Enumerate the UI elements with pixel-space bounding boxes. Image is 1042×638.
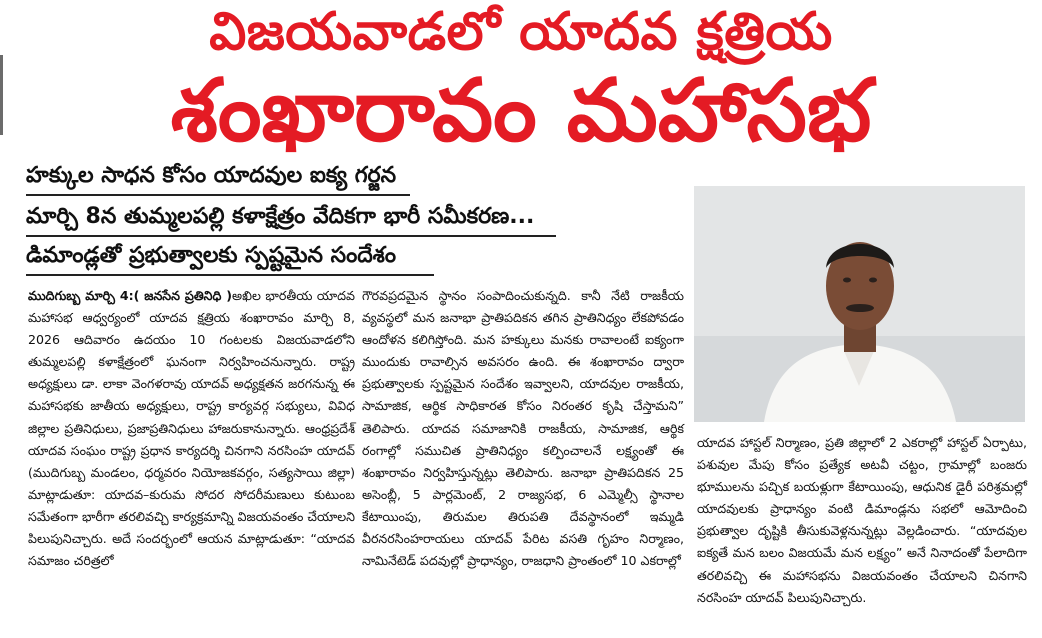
subheading-3: డిమాండ్లతో ప్రభుత్వాలకు స్పష్టమైన సందేశం: [26, 240, 434, 276]
article-column-1: [28, 285, 355, 572]
portrait-photo: [694, 186, 1025, 422]
article-column-3: [697, 432, 1027, 609]
article-column-2: [362, 285, 684, 572]
column-1-text: అఖిల భారతీయ యాదవ మహాసభ ఆధ్వర్యంలో యాదవ క్షత్రియ శంఖారావం మార్చి 8, 2026 ఆదివారం ఉదయం 10 గంటలకు విజయవాడలోని తుమ్మలపల్లి కళాక్షేత్రంలో ఘనంగా నిర్వహించనున్నారు. రాష్ట్ర అధ్యక్షులు డా. లాకా వెంగళరావు యాదవ్ అధ్యక్షతన జరగనున్న ఈ మహాసభకు జాతీయ అధ్యక్షులు, రాష్ట్ర కార్యవర్గ సభ్యులు, వివిధ జిల్లాల ప్రతినిధులు, ప్రజాప్రతినిధులు హాజరుకానున్నారు. ఆంధ్రప్రదేశ్ యాదవ సంఘం రాష్ట్ర ప్రధాన కార్యదర్శి చినగాని నరసింహ యాదవ్ (ముదిగుబ్బ మండలం, ధర్మవరం నియోజకవర్గం, సత్యసాయి జిల్లా) మాట్లాడుతూ: యాదవ–కురుమ సోదర సోదరీమణులు కుటుంబ సమేతంగా భారీగా తరలివచ్చి కార్యక్రమాన్ని విజయవంతం చేయాలని పిలుపునిచ్చారు. అదే సందర్భంలో ఆయన మాట్లాడుతూ: “యాదవ సమాజం చరిత్రలో: [28, 288, 355, 569]
subheading-2: మార్చి 8న తుమ్మలపల్లి కళాక్షేత్రం వేదికగా భారీ సమీకరణ...: [26, 201, 556, 237]
headline-line-1: విజయవాడలో యాదవ క్షత్రియ: [209, 2, 833, 62]
subheading-1: హక్కుల సాధన కోసం యాదవుల ఐక్య గర్జన: [26, 160, 410, 196]
column-3-text: యాదవ హాస్టల్ నిర్మాణం, ప్రతి జిల్లాలో 2 ఎకరాల్లో హాస్టల్ ఏర్పాటు, పశువుల మేపు కోసం ప్రత్యేక అటవీ చట్టం, గ్రామాల్లో బంజరు భూములను పచ్చిక బయళ్లుగా కేటాయింపు, ఆధునిక డైరీ పరిశ్రమల్లో యాదవులకు ప్రాధాన్యం వంటి డిమాండ్లను సభలో ఆమోదించి ప్రభుత్వాల దృష్టికి తీసుకువెళ్లనున్నట్లు వెల్లడించారు. “యాదవుల ఐక్యతే మన బలం విజయమే మన లక్ష్యం” అనే నినాదంతో పేలాదిగా తరలివచ్చి ఈ మహాసభను విజయవంతం చేయాలని చినగాని నరసింహ యాదవ్ పిలుపునిచ్చారు.: [697, 435, 1027, 605]
dateline: ముదిగుబ్బ మార్చి 4:( జనసేన ప్రతినిధి ): [28, 288, 233, 303]
column-2-text: గౌరవప్రదమైన స్థానం సంపాదించుకున్నది. కానీ నేటి రాజకీయ వ్యవస్థలో మన జనాభా ప్రాతిపదికన తగిన ప్రాతినిధ్యం లేకపోవడం ఆందోళన కలిగిస్తోంది. మన హక్కులు మనకు రావాలంటే ఐక్యంగా ముందుకు రావాల్సిన అవసరం ఉంది. ఈ శంఖారావం ద్వారా ప్రభుత్వాలకు స్పష్టమైన సందేశం ఇవ్వాలని, యాదవుల రాజకీయ, సామాజిక, ఆర్థిక సాధికారత కోసం నిరంతర కృషి చేస్తామని” తెలిపారు. యాదవ సమాజానికి రాజకీయ, సామాజిక, ఆర్థిక రంగాల్లో సముచిత ప్రాతినిధ్యం కల్పించాలనే లక్ష్యంతో ఈ శంఖారావం నిర్వహిస్తున్నట్లు తెలిపారు. జనాభా ప్రాతిపదికన 25 అసెంబ్లీ, 5 పార్లమెంట్, 2 రాజ్యసభ, 6 ఎమ్మెల్సీ స్థానాల కేటాయింపు, తిరుమల తిరుపతి దేవస్థానంలో ఇమ్మడి వీరనరసింహరాయలు యాదవ్ పేరిట వసతి గృహం నిర్మాణం, నామినేటెడ్ పదవుల్లో ప్రాధాన్యం, రాజధాని ప్రాంతంలో 10 ఎకరాల్లో: [362, 288, 685, 569]
headline-line-2: శంఖారావం మహాసభ: [170, 61, 872, 161]
